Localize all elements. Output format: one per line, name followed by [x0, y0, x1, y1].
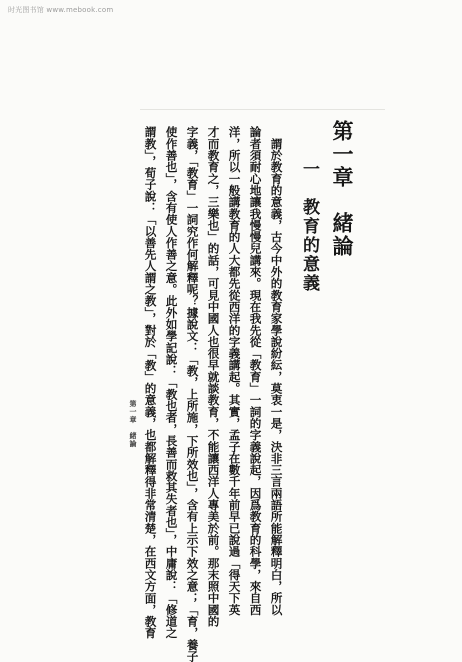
body-column-5: 字義，「教育」一詞究作何解釋呢？據說文：「教，上所施，下所效也」，含有上示下效之意；「育，養子: [185, 126, 200, 662]
body-column-3: 洋，所以一般講教育的人大都先從西洋的字義講起。其實，孟子在數千年前早已說過「得天下英: [227, 126, 242, 616]
section-title: 一 教育的意義: [299, 160, 319, 293]
body-column-1: 謂於教育的意義，古今中外的教育家學說紛紜，莫衷一是，決非三言兩語所能解釋明白，所以: [269, 126, 284, 616]
body-column-2: 論者須耐心地讓我慢慢兒講來。現在我先從「教育」一詞的字義說起，因爲教育的科學，來自西: [248, 126, 263, 616]
body-column-7: 謂教」，荀子說：「以善先人謂之教」，對於「教」的意義，也都解釋得非常清楚，在西文方面，教育: [143, 126, 158, 639]
body-column-6: 使作善也」，含有使人作善之意。此外如學記說：「教也者，長善而救其失者也」，中庸說：「修道之: [164, 126, 179, 639]
page-footer: 第一章 緒論: [129, 400, 138, 448]
body-column-4: 才而教育之，三樂也」的話，可見中國人也很早就談教育，不能讓西洋人專美於前。那末照中國的: [206, 126, 221, 627]
scan-edge-line: [140, 109, 385, 110]
chapter-title: 第一章 緒論: [330, 120, 355, 258]
watermark-text: 时光图书馆 www.mebook.com: [8, 6, 114, 14]
